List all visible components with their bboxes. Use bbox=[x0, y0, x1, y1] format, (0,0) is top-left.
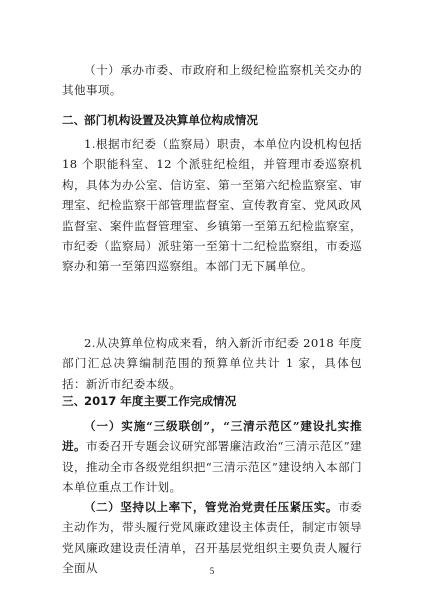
work-item-body: 市委主动作为，带头履行党风廉政建设主体责任，制定市领导党风廉政建设责任清单，召开基层党组织主要负责人履行全面从 bbox=[62, 500, 362, 576]
paragraph-work-one bbox=[62, 416, 362, 498]
work-item-body: 市委召开专题会议研究部署廉洁政治“三清示范区”建设，推动全市各级党组织把“三清示范区”建设纳入本部门本单位重点工作计划。 bbox=[62, 439, 362, 495]
section-title: 2017 年度主要工作完成情况 bbox=[84, 394, 237, 408]
paragraph-org-structure: 1.根据市纪委（监察局）职责，本单位内设机构包括 18 个职能科室、12 个派驻纪检组，并管理市委巡察机构，具体为办公室、信访室、第一至第六纪检监察室、审理室、纪检监察干部管理监督室、宣传教育室、党风政风监督室、案件监督管理室、乡镇第一至第五纪检监察室，市纪委（监察局）派驻第一至第十二纪检监察组，市委巡察办和第一至第四巡察组。本部门无下属单位。 bbox=[62, 137, 362, 274]
section-heading-two bbox=[62, 110, 362, 130]
paragraph-budget-units: 2.从决算单位构成来看，纳入新沂市纪委 2018 年度部门汇总决算编制范围的预算单位共计 1 家，具体包括：新沂市纪委本级。 bbox=[62, 336, 362, 391]
section-number: 二、 bbox=[62, 113, 86, 127]
work-item-title: （二）坚持以上率下，管党治党责任压紧压实。 bbox=[84, 500, 338, 514]
paragraph-item-ten: （十）承办市委、市政府和上级纪检监察机关交办的其他事项。 bbox=[62, 63, 362, 98]
section-heading-three bbox=[62, 391, 362, 411]
section-number: 三、 bbox=[62, 394, 86, 408]
section-title: 部门机构设置及决算单位构成情况 bbox=[84, 113, 258, 127]
work-item-title: （一）实施“三级联创”，“三清示范区”建设扎实推进。 bbox=[62, 419, 362, 454]
page-number: 5 bbox=[209, 566, 215, 576]
